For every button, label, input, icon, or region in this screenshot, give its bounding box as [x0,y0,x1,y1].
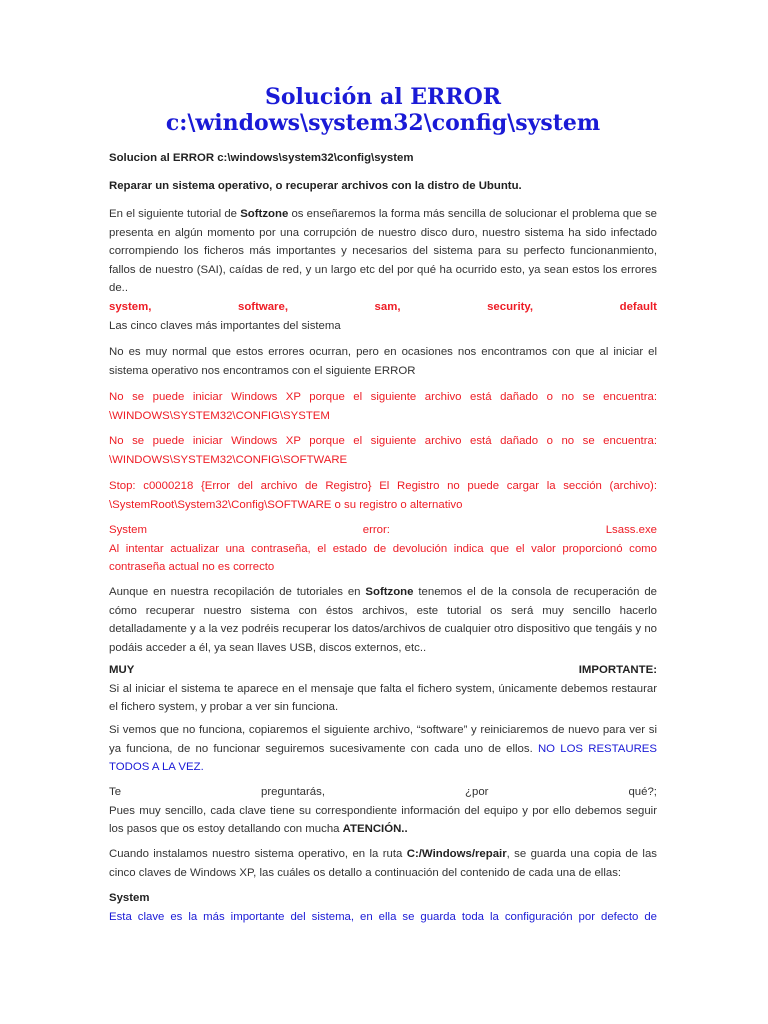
repair-paragraph [109,845,657,882]
brand-softzone-2: Softzone [365,586,414,598]
error-message-stop: Stop: c0000218 {Error del archivo de Registro} El Registro no puede cargar la sección (archivo): \SystemRoot\System32\Config\SOFTWARE o su registro o alternativo [109,480,657,511]
why-word-1: Te [109,786,122,798]
error-message-system: No se puede iniciar Windows XP porque el siguiente archivo está dañado o no se encuentra: \WINDOWS\SYSTEM32\CONFIG\SYSTEM [109,391,657,422]
key-system: system, [109,301,152,313]
why-text [109,802,657,839]
recovery-paragraph [109,583,657,657]
why-text-body: Pues muy sencillo, cada clave tiene su correspondiente información del equipo y por ello debemos seguir los pasos que os estoy detallando con mucha [109,804,657,835]
title-line-2: c:\windows\system32\config\system [165,110,601,136]
system-section [109,889,657,926]
important-block [109,661,657,717]
why-emphasis: ATENCIÓN.. [342,823,408,835]
title-line-1: Solución al ERROR [264,84,502,110]
system-description: Esta clave es la más importante del sistema, en ella se guarda toda la configuración por defecto de [109,910,657,923]
why-word-2: preguntarás, [261,786,326,798]
repair-text-pre: Cuando instalamos nuestro sistema operativo, en la ruta [109,848,407,860]
why-heading [109,783,657,802]
lsass-text: Al intentar actualizar una contraseña, el estado de devolución indica que el valor proporcionó como contraseña actual no es correcto [109,542,657,573]
keys-list [109,298,657,317]
lsass-word-2: error: [362,524,390,536]
subtitle-ubuntu: Reparar un sistema operativo, o recuperar archivos con la distro de Ubuntu. [109,180,522,192]
lsass-word-1: System [109,524,147,536]
errors-intro-paragraph: No es muy normal que estos errores ocurran, pero en ocasiones nos encontramos con que al iniciar el sistema operativo nos encontramos con el siguiente ERROR [109,346,657,377]
keys-block [109,298,657,335]
important-word-1: MUY [109,664,135,676]
lsass-heading [109,521,657,540]
repair-path: C:/Windows/repair [406,848,507,860]
why-word-3: ¿por [465,786,489,798]
key-security: security, [487,301,534,313]
intro-paragraph [109,205,657,298]
important-word-2: IMPORTANTE: [578,664,657,676]
software-text: Si vemos que no funciona, copiaremos el siguiente archivo, “software” y reiniciaremos de nuevo para ver si ya funciona, de no funcionar seguiremos sucesivamente con cada uno de ellos. [109,724,657,755]
recovery-text-pre: Aunque en nuestra recopilación de tutoriales en [109,586,366,598]
repair-text-post: , se guarda una copia de las cinco claves de Windows XP, las cuáles os detallo a continuación del contenido de cada una de ellas: [109,848,657,879]
important-text: Si al iniciar el sistema te aparece en el mensaje que falta el fichero system, únicamente debemos restaurar el fichero system, y probar a ver sin funciona. [109,682,657,713]
intro-text-post: os enseñaremos la forma más sencilla de solucionar el problema que se presenta en algún momento por una corrupción de nuestro disco duro, nuestro sistema ha sido infectado corrompiendo los ficheros más importantes y necesarios del sistema para su perfecto funcionanmiento, fallos de nuestro (SAI), caídas de red, y un largo etc del por qué ha ocurrido esto, ya sean estos los errores de.. [109,208,658,294]
restore-warning: NO LOS RESTAURES TODOS A LA VEZ. [109,742,657,773]
key-default: default [619,301,657,313]
important-heading [109,661,657,680]
lsass-error-block [109,521,657,577]
error-message-software: No se puede iniciar Windows XP porque el siguiente archivo está dañado o no se encuentra: \WINDOWS\SYSTEM32\CONFIG\SOFTWARE [109,435,657,466]
subtitle-error: Solucion al ERROR c:\windows\system32\config\system [109,152,414,164]
software-paragraph [109,721,657,777]
why-block [109,783,657,839]
system-heading: System [109,892,150,904]
recovery-text-post: tenemos el de la consola de recuperación de cómo recuperar nuestro sistema con éstos archivos, este tutorial os será muy sencillo hacerlo detalladamente y a la vez podréis recuperar los datos/archivos de cualquier otro dispositivo que tengáis y no podáis acceder a él, ya sean llaves USB, discos externos, etc.. [109,586,657,654]
lsass-word-3: Lsass.exe [605,524,657,536]
key-software: software, [237,301,288,313]
keys-caption: Las cinco claves más importantes del sistema [109,319,341,332]
key-sam: sam, [374,301,401,313]
why-word-4: qué?; [628,786,657,798]
brand-softzone: Softzone [240,208,289,220]
document-title [109,84,657,136]
intro-text-pre: En el siguiente tutorial de [109,208,241,220]
